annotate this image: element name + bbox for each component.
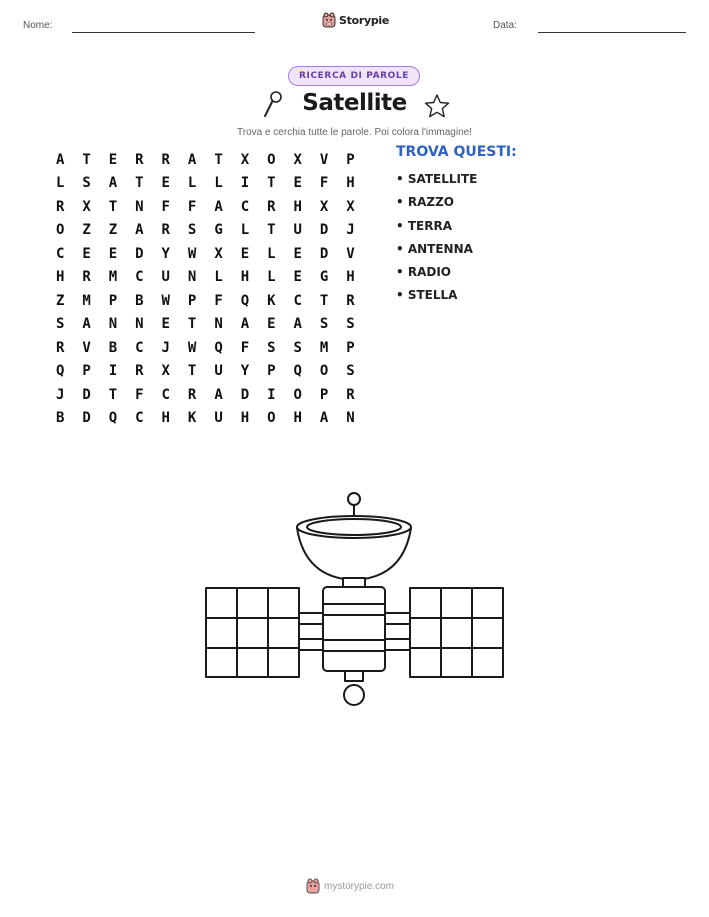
grid-letter[interactable]: Z (82, 222, 91, 239)
grid-letter[interactable]: Q (214, 339, 223, 356)
grid-letter[interactable]: L (187, 175, 197, 192)
grid-letter[interactable]: P (346, 151, 355, 168)
grid-letter[interactable]: X (214, 245, 223, 262)
grid-letter[interactable]: C (240, 198, 250, 215)
word-list-item: • STELLA (396, 288, 458, 303)
grid-letter[interactable]: D (135, 245, 144, 262)
grid-letter[interactable]: L (267, 269, 276, 286)
grid-letter[interactable]: W (187, 245, 197, 262)
grid-letter[interactable]: H (55, 269, 65, 286)
grid-letter[interactable]: C (293, 292, 302, 309)
grid-letter[interactable]: R (135, 151, 144, 168)
grid-letter[interactable]: E (267, 316, 276, 333)
grid-letter[interactable]: D (82, 386, 91, 403)
word-list-item: • SATELLITE (396, 172, 478, 186)
grid-letter[interactable]: U (293, 222, 302, 239)
footer (306, 878, 394, 894)
grid-letter[interactable]: R (82, 269, 91, 286)
grid-letter[interactable]: A (319, 410, 329, 427)
grid-letter[interactable]: S (55, 316, 65, 333)
grid-letter[interactable]: E (293, 245, 302, 262)
grid-letter[interactable]: J (55, 386, 65, 403)
grid-letter[interactable]: H (240, 410, 250, 427)
grid-letter[interactable]: E (293, 269, 302, 286)
grid-letter[interactable]: C (135, 410, 144, 427)
grid-letter[interactable]: E (161, 175, 170, 192)
grid-letter[interactable]: R (187, 386, 197, 403)
grid-letter[interactable]: K (267, 292, 276, 309)
grid-letter[interactable]: P (108, 292, 118, 309)
grid-letter[interactable]: A (240, 316, 250, 333)
grid-letter[interactable]: M (108, 269, 118, 286)
grid-letter[interactable]: A (214, 386, 223, 403)
grid-letter[interactable]: F (214, 292, 223, 309)
grid-letter[interactable]: B (108, 339, 118, 356)
grid-letter[interactable]: N (346, 410, 355, 427)
grid-letter[interactable]: D (240, 386, 250, 403)
grid-letter[interactable]: V (319, 151, 329, 168)
grid-letter[interactable]: R (161, 222, 170, 239)
activity-badge: RICERCA DI PAROLE (288, 66, 420, 86)
grid-letter[interactable]: T (319, 292, 329, 309)
grid-letter[interactable]: T (82, 151, 91, 168)
grid-letter[interactable]: Y (161, 245, 170, 262)
grid-letter[interactable]: A (82, 316, 91, 333)
grid-letter[interactable]: D (319, 222, 329, 239)
grid-letter[interactable]: P (319, 386, 329, 403)
grid-letter[interactable]: L (214, 175, 223, 192)
grid-letter[interactable]: W (187, 339, 197, 356)
grid-letter[interactable]: G (214, 222, 223, 239)
grid-letter[interactable]: R (161, 151, 170, 168)
word-list-item: • RAZZO (396, 195, 454, 210)
grid-letter[interactable]: E (293, 175, 302, 192)
grid-letter[interactable]: H (293, 410, 302, 427)
grid-letter[interactable]: A (108, 175, 118, 192)
grid-letter[interactable]: R (346, 386, 355, 403)
grid-letter[interactable]: Z (108, 222, 118, 239)
grid-letter[interactable]: E (108, 245, 118, 262)
grid-letter[interactable]: R (346, 292, 355, 309)
grid-letter[interactable]: Q (240, 292, 250, 309)
grid-letter[interactable]: O (55, 222, 65, 239)
grid-letter[interactable]: J (161, 339, 170, 356)
grid-letter[interactable]: E (240, 245, 250, 262)
grid-letter[interactable]: W (161, 292, 170, 309)
grid-letter[interactable]: S (319, 316, 329, 333)
grid-letter[interactable]: A (135, 222, 144, 239)
grid-letter[interactable]: D (319, 245, 329, 262)
grid-letter[interactable]: U (214, 410, 223, 427)
word-list-item: • RADIO (396, 265, 452, 280)
grid-letter[interactable]: Q (55, 363, 65, 380)
grid-letter[interactable]: Y (240, 363, 250, 380)
word-list-heading: TROVA QUESTI: (396, 144, 517, 160)
word-list-item: • TERRA (396, 218, 452, 233)
grid-letter[interactable]: H (240, 269, 250, 286)
grid-letter[interactable]: T (187, 363, 197, 380)
grid-letter[interactable]: F (187, 198, 197, 215)
grid-letter[interactable]: A (187, 151, 197, 168)
grid-letter[interactable]: T (108, 386, 118, 403)
grid-letter[interactable]: X (82, 198, 91, 215)
grid-letter[interactable]: K (187, 410, 197, 427)
grid-letter[interactable]: R (55, 339, 65, 356)
grid-letter[interactable]: E (108, 151, 118, 168)
grid-letter[interactable]: T (135, 175, 144, 192)
grid-letter[interactable]: T (267, 222, 276, 239)
grid-letter[interactable]: R (267, 198, 276, 215)
grid-letter[interactable]: I (240, 175, 250, 192)
grid-letter[interactable]: O (267, 151, 276, 168)
footer-url[interactable]: mystorypie.com (324, 880, 395, 892)
grid-letter[interactable]: F (319, 175, 329, 192)
grid-letter[interactable]: V (82, 339, 91, 356)
storypie-logo-icon (306, 878, 320, 894)
brand-name: Storypie (339, 13, 390, 27)
instructions: Trova e cerchia tutte le parole. Poi colora l'immagine! (237, 127, 472, 138)
grid-letter[interactable]: L (240, 222, 250, 239)
grid-letter[interactable]: T (267, 175, 276, 192)
grid-letter[interactable]: H (346, 269, 355, 286)
grid-letter[interactable]: A (55, 151, 65, 168)
grid-letter[interactable]: S (267, 339, 276, 356)
grid-letter[interactable]: N (214, 316, 223, 333)
grid-letter[interactable]: X (346, 198, 355, 215)
grid-letter[interactable]: G (319, 269, 329, 286)
grid-letter[interactable]: S (293, 339, 302, 356)
name-label: Nome: (23, 20, 53, 31)
grid-letter[interactable]: F (135, 386, 144, 403)
grid-letter[interactable]: A (293, 316, 302, 333)
grid-letter[interactable]: B (55, 410, 65, 427)
grid-letter[interactable]: S (187, 222, 197, 239)
grid-letter[interactable]: X (319, 198, 329, 215)
grid-letter[interactable]: O (267, 410, 276, 427)
grid-letter[interactable]: Z (55, 292, 65, 309)
grid-letter[interactable]: P (82, 363, 91, 380)
grid-letter[interactable]: I (267, 386, 276, 403)
grid-letter[interactable]: U (161, 269, 170, 286)
grid-letter[interactable]: Q (293, 363, 302, 380)
grid-letter[interactable]: N (135, 198, 144, 215)
grid-letter[interactable]: F (240, 339, 250, 356)
grid-letter[interactable]: C (135, 339, 144, 356)
grid-letter[interactable]: P (267, 363, 276, 380)
grid-letter[interactable]: A (214, 198, 223, 215)
grid-letter[interactable]: C (135, 269, 144, 286)
grid-letter[interactable]: E (161, 316, 170, 333)
grid-letter[interactable]: O (319, 363, 329, 380)
grid-letter[interactable]: R (135, 363, 144, 380)
grid-letter[interactable]: D (82, 410, 91, 427)
grid-letter[interactable]: C (161, 386, 170, 403)
grid-letter[interactable]: M (82, 292, 91, 309)
grid-letter[interactable]: T (187, 316, 197, 333)
grid-letter[interactable]: N (108, 316, 118, 333)
grid-letter[interactable]: H (346, 175, 355, 192)
grid-letter[interactable]: N (135, 316, 144, 333)
grid-letter[interactable]: X (293, 151, 302, 168)
grid-letter[interactable]: L (55, 175, 65, 192)
grid-letter[interactable]: E (82, 245, 91, 262)
grid-letter[interactable]: L (214, 269, 223, 286)
grid-letter[interactable]: S (346, 363, 355, 380)
date-label: Data: (493, 20, 517, 31)
grid-letter[interactable]: J (346, 222, 355, 239)
grid-letter[interactable]: T (214, 151, 223, 168)
grid-letter[interactable]: R (55, 198, 65, 215)
page-title: Satellite (302, 90, 407, 116)
grid-letter[interactable]: S (346, 316, 355, 333)
grid-letter[interactable]: X (161, 363, 170, 380)
grid-letter[interactable]: H (161, 410, 170, 427)
grid-letter[interactable]: H (293, 198, 302, 215)
grid-letter[interactable]: O (293, 386, 302, 403)
grid-letter[interactable]: P (187, 292, 197, 309)
grid-letter[interactable]: C (55, 245, 65, 262)
grid-letter[interactable]: Q (108, 410, 118, 427)
grid-letter[interactable]: P (346, 339, 355, 356)
word-list-item: • ANTENNA (396, 241, 473, 256)
grid-letter[interactable]: B (135, 292, 144, 309)
grid-letter[interactable]: L (267, 245, 276, 262)
grid-letter[interactable]: F (161, 198, 170, 215)
grid-letter[interactable]: V (346, 245, 355, 262)
grid-letter[interactable]: M (319, 339, 329, 356)
grid-letter[interactable]: I (108, 363, 118, 380)
grid-letter[interactable]: N (187, 269, 197, 286)
grid-letter[interactable]: X (240, 151, 250, 168)
grid-letter[interactable]: T (108, 198, 118, 215)
grid-letter[interactable]: S (82, 175, 91, 192)
grid-letter[interactable]: U (214, 363, 223, 380)
